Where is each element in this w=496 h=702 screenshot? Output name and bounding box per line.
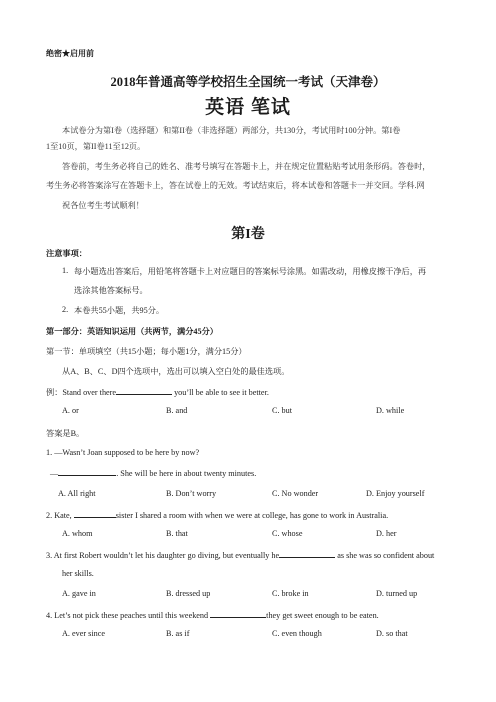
question-3-prefix: 3. At first Robert wouldn’t let his daughter go diving, but eventually he <box>46 551 280 560</box>
question-2-option-a: A. whom <box>62 529 93 538</box>
intro-line-5: 祝各位考生考试顺利！ <box>62 201 144 210</box>
question-1-line-2 <box>50 467 256 478</box>
question-4-option-c: C. even though <box>272 629 322 638</box>
answer-blank <box>210 609 266 618</box>
note-1-line-1: 每小题选出答案后，用铅笔将答题卡上对应题目的答案标号涂黑。如需改动，用橡皮擦干净后，再 <box>74 267 427 276</box>
question-2-option-b: B. that <box>166 529 188 538</box>
question-4-option-d: D. so that <box>376 629 408 638</box>
question-4-stem <box>46 609 379 620</box>
question-4-option-a: A. ever since <box>62 629 105 638</box>
example-answer: 答案是B。 <box>46 429 85 438</box>
question-1-option-d: D. Enjoy yourself <box>366 489 425 498</box>
answer-blank <box>116 386 172 395</box>
question-1-option-a: A. All right <box>58 489 96 498</box>
answer-blank <box>74 509 116 518</box>
example-option-b: B. and <box>166 406 188 415</box>
question-3-option-d: D. turned up <box>376 589 418 598</box>
intro-line-4: 考生务必将答案涂写在答题卡上，答在试卷上的无效。考试结束后，将本试卷和答题卡一并交回。学科.网 <box>46 181 425 190</box>
question-2-prefix: 2. Kate, <box>46 511 72 520</box>
section-subheading: 第一节：单项填空（共15小题；每小题1分，满分15分） <box>46 347 247 356</box>
question-4-option-b: B. as if <box>166 629 190 638</box>
question-4-prefix: 4. Let’s not pick these peaches until this weekend <box>46 611 209 620</box>
note-1-number: 1. <box>62 266 69 275</box>
section-heading: 第一部分：英语知识运用（共两节，满分45分） <box>46 327 218 336</box>
dash: — <box>50 469 59 478</box>
question-4-suffix: they get sweet enough to be eaten. <box>266 611 379 620</box>
question-3-suffix: as she was so confident about <box>337 551 435 560</box>
notes-heading: 注意事项： <box>46 249 87 258</box>
example-option-d: D. while <box>376 406 405 415</box>
note-2-text: 本卷共55小题，共95分。 <box>74 306 165 315</box>
question-1-option-c: C. No wonder <box>272 489 319 498</box>
question-3-option-b: B. dressed up <box>166 589 211 598</box>
example-question <box>46 386 269 398</box>
example-prefix: 例：Stand over there <box>46 388 117 397</box>
example-option-a: A. or <box>62 406 79 415</box>
question-2-suffix: sister I shared a room with when we were at college, has gone to work in Australia. <box>115 511 389 520</box>
example-suffix: you’ll be able to see it better. <box>174 388 269 397</box>
question-3-stem <box>46 549 434 560</box>
answer-blank <box>279 549 335 558</box>
exam-title: 2018年普通高等学校招生全国统一考试（天津卷） <box>110 75 386 89</box>
answer-blank <box>58 467 116 476</box>
question-2-option-d: D. her <box>376 529 397 538</box>
intro-line-2: 1至10页，第II卷11至12页。 <box>46 142 146 151</box>
question-3-line-2: her skills. <box>62 569 94 578</box>
intro-line-3: 答卷前，考生务必将自己的姓名、准考号填写在答题卡上，并在规定位置粘贴考试用条形码。答卷时， <box>62 162 431 171</box>
note-1-line-2: 选涂其他答案标号。 <box>74 286 148 295</box>
intro-line-1: 本试卷分为第I卷（选择题）和第II卷（非选择题）两部分，共130分，考试用时100分钟。第I卷 <box>62 126 401 135</box>
question-3-option-c: C. broke in <box>272 589 309 598</box>
question-3-option-a: A. gave in <box>62 589 96 598</box>
subject-title: 英语 笔试 <box>205 97 291 118</box>
question-2-stem <box>46 509 388 520</box>
question-1-line-1: 1. —Wasn’t Joan supposed to be here by now? <box>46 448 200 457</box>
question-1-line-2-text: . She will be here in about twenty minutes. <box>116 469 257 478</box>
question-1-option-b: B. Don’t worry <box>166 489 217 498</box>
note-2-number: 2. <box>62 305 69 314</box>
question-2-option-c: C. whose <box>272 529 303 538</box>
part-title: 第I卷 <box>231 227 265 242</box>
example-option-c: C. but <box>272 406 293 415</box>
section-instruction: 从A、B、C、D四个选项中，选出可以填入空白处的最佳选项。 <box>62 367 290 376</box>
secret-mark: 绝密★启用前 <box>46 49 94 58</box>
